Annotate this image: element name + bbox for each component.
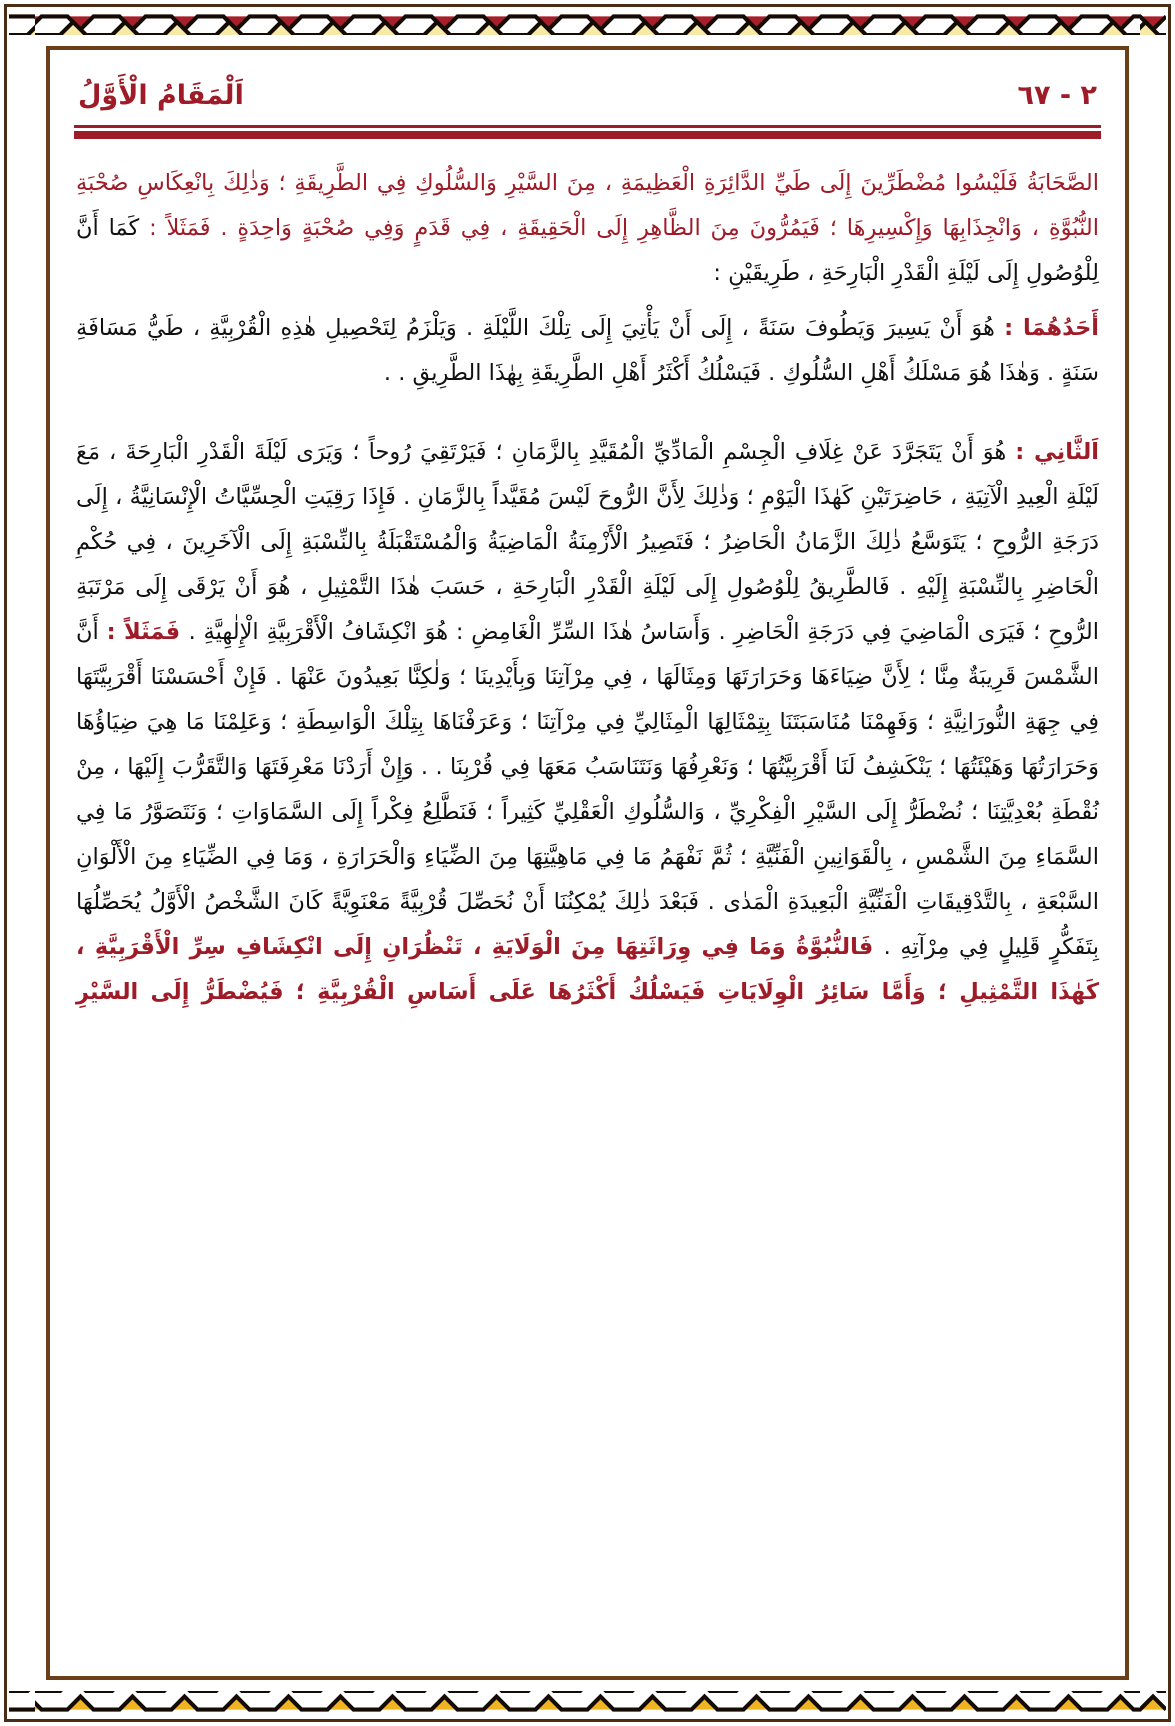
- text-segment-black: هُوَ أَنْ يَسِيرَ وَيَطُوفَ سَنَةً ، إِلَى أَنْ يَأْتِيَ إِلَى تِلْكَ اللَّيْلَةِ . وَيَلْزَمُ لِتَحْصِيلِ هٰذِهِ الْقُرْبِيَّةِ ، طَيُّ مَسَافَةِ سَنَةٍ . وَهٰذَا هُوَ مَسْلَكُ أَهْلِ السُّلُوكِ . فَيَسْلُكُ أَكْثَرُ أَهْلِ الطَّرِيقَةِ بِهٰذَا الطَّرِيقِ . .: [76, 315, 1099, 387]
- text-segment-black: أَنَّ الشَّمْسَ قَرِيبَةٌ مِنَّا ؛ لِأَنَّ ضِيَاءَهَا وَحَرَارَتَهَا وَمِثَالَهَا ، فِي مِرْآتِنَا وَبِأَيْدِينَا ؛ وَلٰكِنَّا بَعِيدُونَ عَنْهَا . فَإِنْ أَحْسَسْنَا أَقْرَبِيَّتَهَا فِي جِهَةِ النُّورَانِيَّةِ ؛ وَفَهِمْنَا مُنَاسَبَتَنَا بِتِمْثَالِهَا الْمِثَالِيِّ فِي مِرْآتِنَا ؛ وَعَرَفْنَاهَا بِتِلْكَ الْوَاسِطَةِ ؛ وَعَلِمْنَا مَا هِيَ ضِيَاؤُهَا وَحَرَارَتُهَا وَهَيْئَتُهَا ؛ يَنْكَشِفُ لَنَا أَقْرَبِيَّتُهَا ؛ وَنَعْرِفُهَا وَنَتَنَاسَبُ مَعَهَا فِي قُرْبِنَا . . وَإِنْ أَرَدْنَا مَعْرِفَتَهَا وَالتَّقَرُّبَ إِلَيْهَا ، مِنْ نُقْطَةِ بُعْدِيَّتِنَا ؛ نُضْطَرُّ إِلَى السَّيْرِ الْفِكْرِيِّ ، وَالسُّلُوكِ الْعَقْلِيِّ كَثِيراً ؛ فَنَطَّلِعُ فِكْراً إِلَى السَّمَاوَاتِ ؛ وَنَتَصَوَّرُ مَا فِي السَّمَاءِ مِنَ الشَّمْسِ ، بِالْقَوَانِينِ الْفَنِّيَّةِ ؛ ثُمَّ نَفْهَمُ مَا فِي مَاهِيَّتِهَا مِنَ الضِّيَاءِ وَالْحَرَارَةِ ، وَمَا فِي الضِّيَاءِ مِنَ الْأَلْوَانِ السَّبْعَةِ ، بِالتَّدْقِيقَاتِ الْفَنِّيَّةِ الْبَعِيدَةِ الْمَدٰى . فَبَعْدَ ذٰلِكَ يُمْكِنُنَا أَنْ نُحَصِّلَ قُرْبِيَّةً مَعْنَوِيَّةً كَانَ الشَّخْصُ الْأَوَّلُ يُحَصِّلُهَا بِتَفَكُّرٍ قَلِيلٍ فِي مِرْآتِهِ .: [76, 619, 1099, 961]
- paragraph-1: [76, 161, 1099, 296]
- body-text: [72, 161, 1103, 1015]
- paragraph-2: [76, 306, 1099, 396]
- text-segment-red: الصَّحَابَةُ فَلَيْسُوا مُضْطَرِّينَ إِلَى طَيِّ الدَّائِرَةِ الْعَظِيمَةِ ، مِنَ السَّيْرِ وَالسُّلُوكِ فِي الطَّرِيقَةِ ؛ وَذٰلِكَ بِانْعِكَاسِ صُحْبَةِ النُّبُوَّةِ ، وَانْجِذَابِهَا وَإِكْسِيرِهَا ؛ فَيَمُرُّونَ مِنَ الظَّاهِرِ إِلَى الْحَقِيقَةِ ، فِي قَدَمٍ وَفِي صُحْبَةٍ وَاحِدَةٍ . فَمَثَلاً :: [76, 170, 1099, 242]
- header-divider-rule: [74, 125, 1101, 139]
- text-segment-red-bold: أَحَدُهُمَا :: [1004, 315, 1100, 342]
- page-title: اَلْمَقَامُ الْأَوَّلُ: [78, 80, 244, 111]
- text-segment-red-bold: فَالنُّبُوَّةُ وَمَا فِي وِرَاثَتِهَا مِنَ الْوَلَايَةِ ، تَنْظُرَانِ إِلَى انْكِشَافِ سِرِّ الْأَقْرَبِيَّةِ ، كَهٰذَا التَّمْثِيلِ ؛ وَأَمَّا سَائِرُ الْوِلَايَاتِ فَيَسْلُكُ أَكْثَرُهَا عَلَى أَسَاسِ الْقُرْبِيَّةِ ؛ فَيُضْطَرُّ إِلَى السَّيْرِ: [76, 934, 1099, 1006]
- text-segment-black: هُوَ أَنْ يَتَجَرَّدَ عَنْ غِلَافِ الْجِسْمِ الْمَادِّيِّ الْمُقَيَّدِ بِالزَّمَانِ ؛ فَيَرْتَقِيَ رُوحاً ؛ وَيَرَى لَيْلَةَ الْقَدْرِ الْبَارِحَةَ ، مَعَ لَيْلَةِ الْعِيدِ الْآتِيَةِ ، حَاضِرَتَيْنِ كَهٰذَا الْيَوْمِ ؛ وَذٰلِكَ لِأَنَّ الرُّوحَ لَيْسَ مُقَيَّداً بِالزَّمَانِ . فَإِذَا رَقِيَتِ الْحِسِّيَّاتُ الْإِنْسَانِيَّةُ ، إِلَى دَرَجَةِ الرُّوحِ ؛ يَتَوَسَّعُ ذٰلِكَ الزَّمَانُ الْحَاضِرُ ؛ فَتَصِيرُ الْأَزْمِنَةُ الْمَاضِيَةُ وَالْمُسْتَقْبَلَةُ بِالنِّسْبَةِ إِلَى الْآخَرِينَ ، فِي حُكْمِ الْحَاضِرِ بِالنِّسْبَةِ إِلَيْهِ . فَالطَّرِيقُ لِلْوُصُولِ إِلَى لَيْلَةِ الْقَدْرِ الْبَارِحَةِ ، حَسَبَ هٰذَا التَّمْثِيلِ ، هُوَ أَنْ يَرْقَى إِلَى مَرْتَبَةِ الرُّوحِ ؛ فَيَرَى الْمَاضِيَ فِي دَرَجَةِ الْحَاضِرِ . وَأَسَاسُ هٰذَا السِّرِّ الْغَامِضِ : هُوَ انْكِشَافُ الْأَقْرَبِيَّةِ الْإِلٰهِيَّةِ .: [76, 439, 1100, 646]
- text-segment-black: كَمَا أَنَّ لِلْوُصُولِ إِلَى لَيْلَةِ الْقَدْرِ الْبَارِحَةِ ، طَرِيقَيْنِ :: [76, 215, 1099, 287]
- paragraph-3: [76, 430, 1099, 1015]
- header-divider-gap: [74, 128, 1101, 131]
- paragraph-spacer: [76, 396, 1099, 430]
- text-segment-red-bold: فَمَثَلاً :: [106, 619, 189, 646]
- page-number: ٢ - ٦٧: [1017, 80, 1097, 111]
- text-segment-red-bold: اَلثَّانِي :: [1015, 439, 1099, 466]
- page-content: [58, 58, 1117, 1668]
- page-header: [72, 76, 1103, 112]
